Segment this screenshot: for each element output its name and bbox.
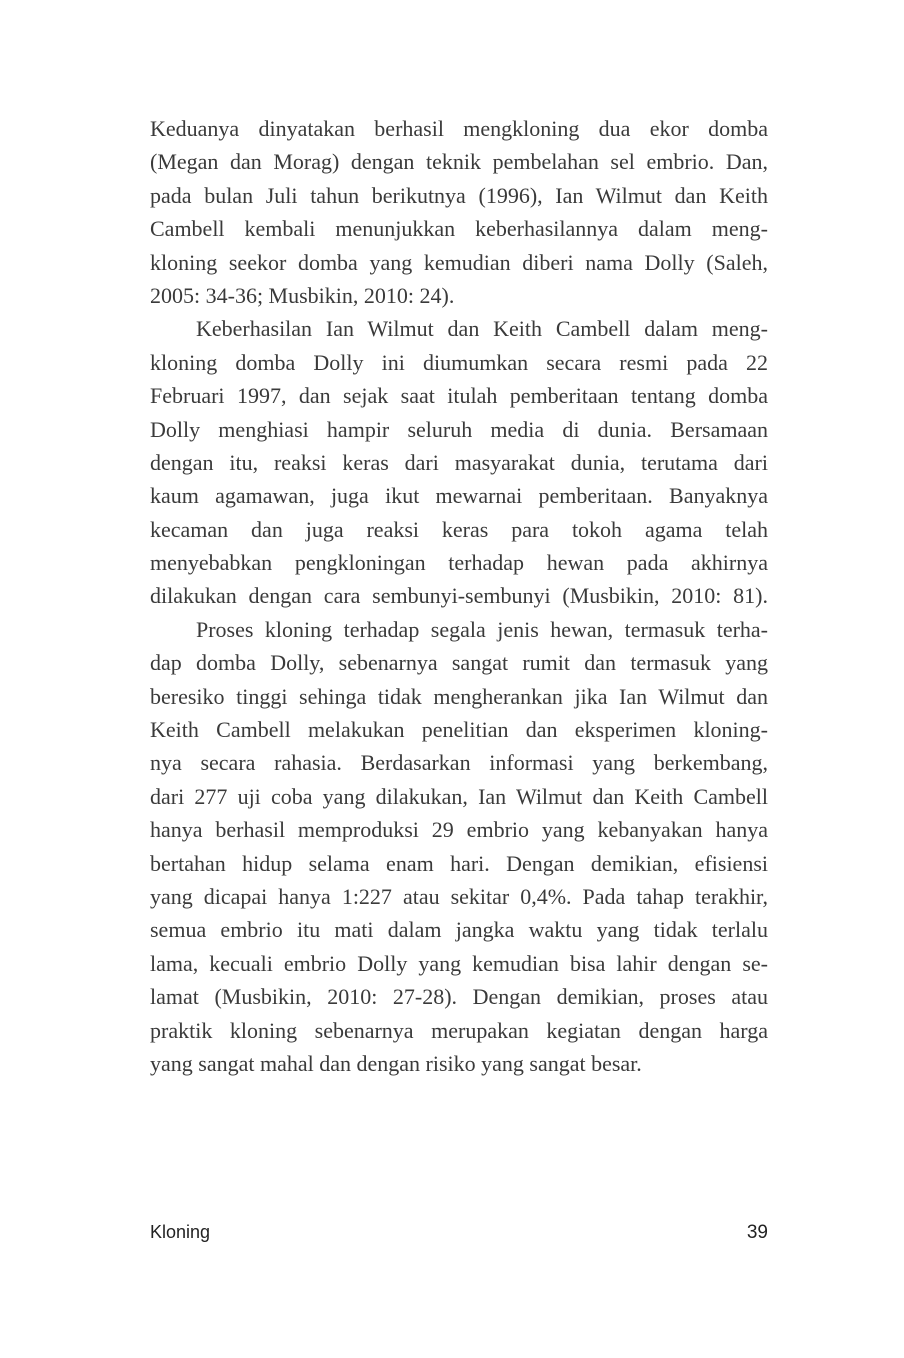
text-line: Keith Cambell melakukan penelitian dan eksperimen kloning- — [150, 717, 768, 743]
text-line: kloning domba Dolly ini diumumkan secara resmi pada 22 — [150, 349, 768, 375]
text-line: praktik kloning sebenarnya merupakan kegiatan dengan harga — [150, 1017, 768, 1043]
text-line: dengan itu, reaksi keras dari masyarakat dunia, terutama dari — [150, 449, 768, 475]
text-line: 2005: 34-36; Musbikin, 2010: 24). — [150, 282, 455, 308]
text-line: Proses kloning terhadap segala jenis hewan, termasuk terha- — [196, 616, 768, 642]
body-text — [150, 112, 768, 1080]
text-line: Februari 1997, dan sejak saat itulah pemberitaan tentang domba — [150, 383, 768, 409]
text-line: kloning seekor domba yang kemudian diberi nama Dolly (Saleh, — [150, 249, 768, 275]
text-line: kaum agamawan, juga ikut mewarnai pemberitaan. Banyaknya — [150, 483, 768, 509]
text-line: dilakukan dengan cara sembunyi-sembunyi (Musbikin, 2010: 81). — [150, 583, 768, 609]
text-line: lamat (Musbikin, 2010: 27-28). Dengan demikian, proses atau — [150, 984, 768, 1010]
text-line: dari 277 uji coba yang dilakukan, Ian Wilmut dan Keith Cambell — [150, 783, 768, 809]
text-line: yang dicapai hanya 1:227 atau sekitar 0,4%. Pada tahap terakhir, — [150, 883, 768, 909]
text-line: yang sangat mahal dan dengan risiko yang sangat besar. — [150, 1050, 642, 1076]
text-line: nya secara rahasia. Berdasarkan informasi yang berkembang, — [150, 750, 768, 776]
text-line: menyebabkan pengkloningan terhadap hewan pada akhirnya — [150, 550, 768, 576]
text-line: bertahan hidup selama enam hari. Dengan demikian, efisiensi — [150, 850, 768, 876]
text-line: hanya berhasil memproduksi 29 embrio yang kebanyakan hanya — [150, 817, 768, 843]
text-line: semua embrio itu mati dalam jangka waktu yang tidak terlalu — [150, 917, 768, 943]
text-line: kecaman dan juga reaksi keras para tokoh agama telah — [150, 516, 768, 542]
text-line: (Megan dan Morag) dengan teknik pembelahan sel embrio. Dan, — [150, 149, 768, 175]
text-line: lama, kecuali embrio Dolly yang kemudian bisa lahir dengan se- — [150, 950, 768, 976]
paragraph-1 — [150, 112, 768, 312]
text-line: dap domba Dolly, sebenarnya sangat rumit dan termasuk yang — [150, 650, 768, 676]
text-line: Dolly menghiasi hampir seluruh media di dunia. Bersamaan — [150, 416, 768, 442]
text-line: beresiko tinggi sehinga tidak mengherankan jika Ian Wilmut dan — [150, 683, 768, 709]
paragraph-3 — [150, 613, 768, 1080]
paragraph-2 — [150, 312, 768, 613]
page-number: 39 — [746, 1222, 768, 1243]
running-title: Kloning — [150, 1222, 211, 1242]
text-line: Keduanya dinyatakan berhasil mengkloning dua ekor domba — [150, 116, 768, 141]
text-line: Keberhasilan Ian Wilmut dan Keith Cambell dalam meng- — [196, 316, 768, 342]
text-line: pada bulan Juli tahun berikutnya (1996), Ian Wilmut dan Keith — [150, 182, 768, 208]
text-line: Cambell kembali menunjukkan keberhasilannya dalam meng- — [150, 216, 768, 242]
